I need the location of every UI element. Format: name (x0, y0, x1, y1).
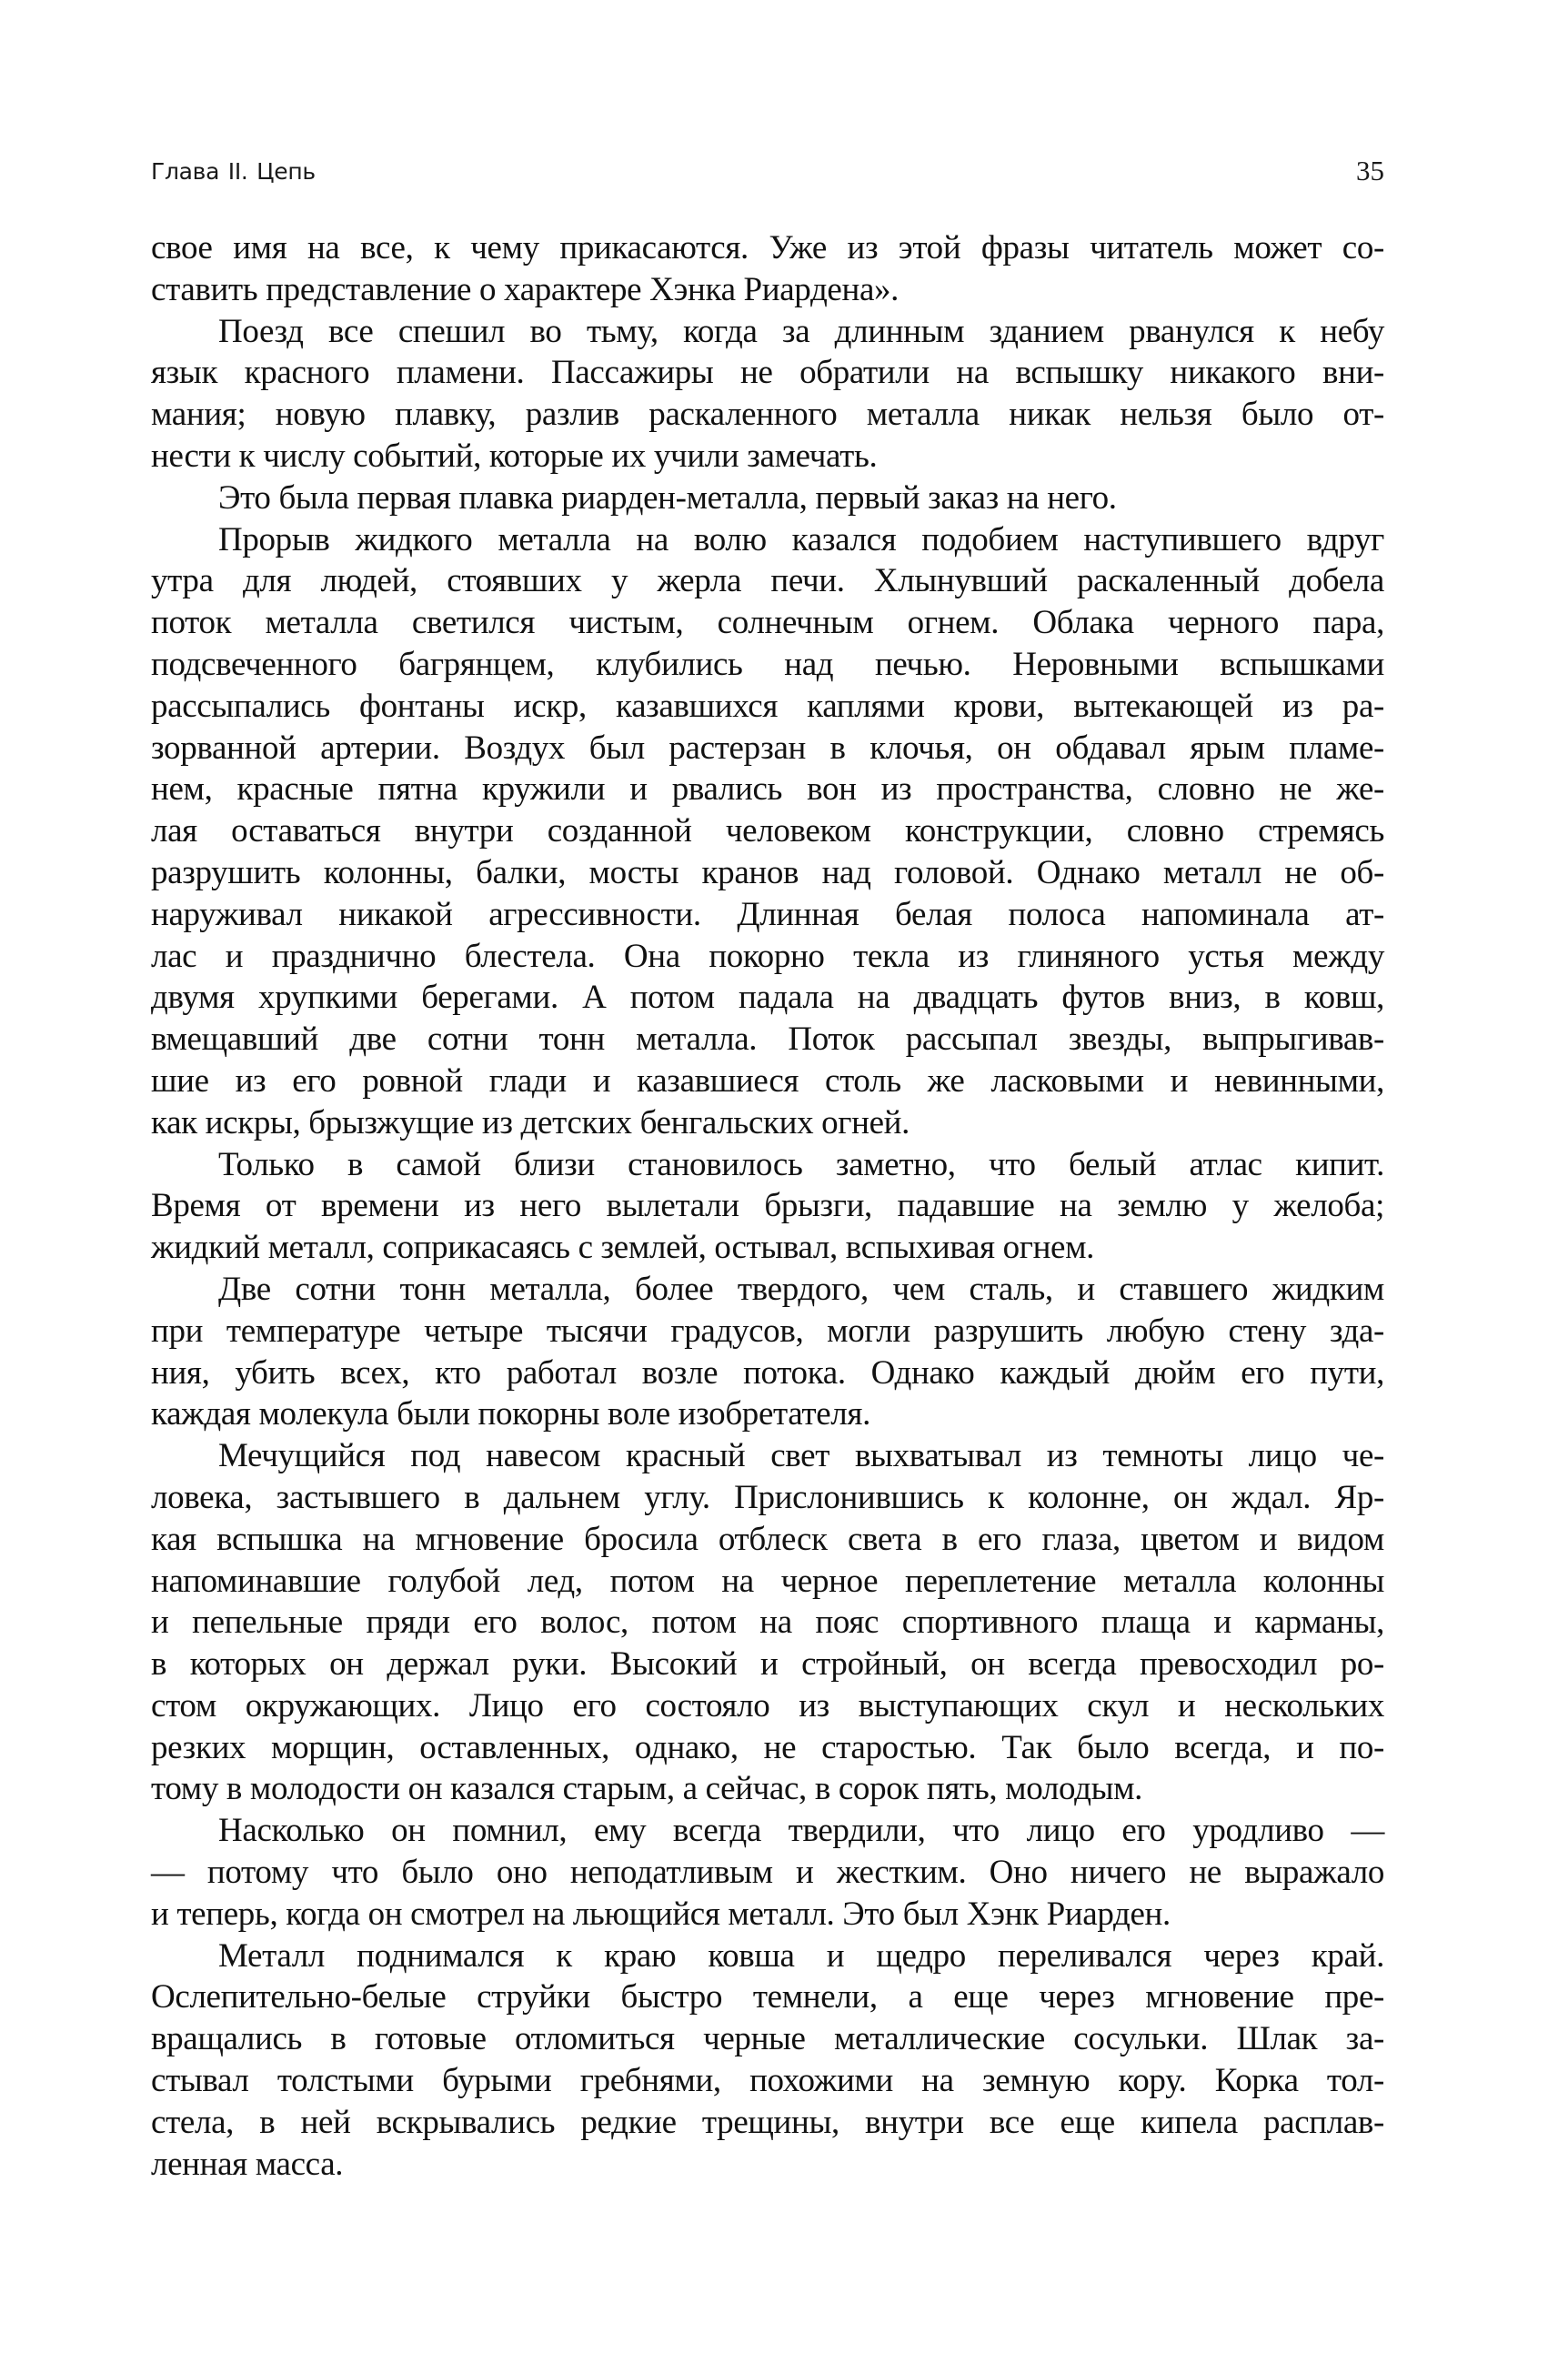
text-line: лас и празднично блестела. Она покорно текла из глиняного устья между (151, 937, 1384, 975)
paragraph (151, 1269, 1384, 1435)
paragraph (151, 519, 1384, 1144)
text-line: нести к числу событий, которые их учили замечать. (151, 437, 878, 475)
text-line: Поезд все спешил во тьму, когда за длинным зданием рванулся к небу (218, 312, 1384, 350)
text-line: двумя хрупкими берегами. А потом падала на двадцать футов вниз, в ковш, (151, 979, 1384, 1017)
paragraph (151, 227, 1384, 311)
text-line: Две сотни тонн металла, более твердого, чем сталь, и ставшего жидким (218, 1270, 1384, 1308)
text-line: Только в самой близи становилось заметно, что белый атлас кипит. (218, 1145, 1384, 1183)
text-line: при температуре четыре тысячи градусов, могли разрушить любую стену зда- (151, 1312, 1384, 1350)
text-line: — потому что было оно неподатливым и жестким. Оно ничего не выражало (151, 1854, 1384, 1892)
text-line: стела, в ней вскрывались редкие трещины, внутри все еще кипела расплав- (151, 2103, 1384, 2141)
text-line: напоминавшие голубой лед, потом на черное переплетение металла колонны (151, 1562, 1384, 1600)
text-line: и теперь, когда он смотрел на льющийся металл. Это был Хэнк Риарден. (151, 1895, 1171, 1933)
text-line: стом окружающих. Лицо его состояло из выступающих скул и нескольких (151, 1686, 1384, 1724)
text-line: вмещавший две сотни тонн металла. Поток рассыпал звезды, выпрыгивав- (151, 1021, 1384, 1059)
text-line: Прорыв жидкого металла на волю казался подобием наступившего вдруг (218, 520, 1384, 558)
text-line: вращались в готовые отломиться черные металлические сосульки. Шлак за- (151, 2020, 1384, 2058)
paragraph (151, 1435, 1384, 1810)
text-line: нем, красные пятна кружили и рвались вон из пространства, словно не же- (151, 770, 1384, 809)
text-line: свое имя на все, к чему прикасаются. Уже из этой фразы читатель может со- (151, 229, 1384, 266)
paragraph (151, 1936, 1384, 2186)
text-line: утра для людей, стоявших у жерла печи. Хлынувший раскаленный добела (151, 562, 1384, 600)
text-line: поток металла светился чистым, солнечным огнем. Облака черного пара, (151, 604, 1384, 642)
paragraph (151, 1144, 1384, 1269)
text-line: ленная масса. (151, 2145, 344, 2183)
text-line: каждая молекула были покорны воле изобретателя. (151, 1395, 870, 1433)
paragraph (151, 311, 1384, 478)
page-number: 35 (1356, 155, 1384, 186)
text-line: Мечущийся под навесом красный свет выхватывал из темноты лицо че- (218, 1437, 1384, 1475)
text-line: Насколько он помнил, ему всегда твердили, что лицо его уродливо — (218, 1812, 1384, 1850)
text-line: Это была первая плавка риарден-металла, первый заказ на него. (218, 478, 1117, 517)
text-line: шие из его ровной глади и казавшиеся столь же ласковыми и невинными, (151, 1061, 1384, 1100)
text-line: лая оставаться внутри созданной человеком конструкции, словно стремясь (151, 812, 1384, 850)
text-line: ставить представление о характере Хэнка Риардена». (151, 270, 900, 308)
text-line: резких морщин, оставленных, однако, не старостью. Так было всегда, и по- (151, 1728, 1384, 1766)
text-line: разрушить колонны, балки, мосты кранов над головой. Однако металл не об- (151, 853, 1384, 891)
paragraph (151, 1810, 1384, 1935)
text-line: подсвеченного багрянцем, клубились над печью. Неровными вспышками (151, 645, 1384, 683)
running-head: Глава II. Цепь (151, 158, 316, 185)
text-line: кая вспышка на мгновение бросила отблеск света в его глаза, цветом и видом (151, 1520, 1384, 1558)
text-line: жидкий металл, соприкасаясь с землей, остывал, вспыхивая огнем. (151, 1229, 1095, 1267)
paragraph (151, 478, 1384, 519)
text-line: стывал толстыми бурыми гребнями, похожими на земную кору. Корка тол- (151, 2062, 1384, 2100)
text-line: наруживал никакой агрессивности. Длинная белая полоса напоминала ат- (151, 895, 1384, 933)
text-line: тому в молодости он казался старым, а сейчас, в сорок пять, молодым. (151, 1770, 1143, 1808)
text-line: ловека, застывшего в дальнем углу. Прислонившись к колонне, он ждал. Яр- (151, 1478, 1384, 1516)
text-line: зорванной артерии. Воздух был растерзан в клочья, он обдавал ярым пламе- (151, 729, 1384, 767)
text-line: Металл поднимался к краю ковша и щедро переливался через край. (218, 1936, 1384, 1975)
text-line: Ослепительно-белые струйки быстро темнели, а еще через мгновение пре- (151, 1978, 1384, 2016)
text-line: язык красного пламени. Пассажиры не обратили на вспышку никакого вни- (151, 354, 1384, 392)
text-line: рассыпались фонтаны искр, казавшихся каплями крови, вытекающей из ра- (151, 687, 1384, 725)
body-text (151, 227, 1384, 2185)
text-line: ния, убить всех, кто работал возле потока. Однако каждый дюйм его пути, (151, 1353, 1384, 1392)
text-line: мания; новую плавку, разлив раскаленного металла никак нельзя было от- (151, 396, 1384, 434)
text-line: в которых он держал руки. Высокий и стройный, он всегда превосходил ро- (151, 1645, 1384, 1684)
text-line: как искры, брызжущие из детских бенгальских огней. (151, 1103, 910, 1141)
text-line: Время от времени из него вылетали брызги, падавшие на землю у желоба; (151, 1187, 1384, 1225)
text-line: и пепельные пряди его волос, потом на пояс спортивного плаща и карманы, (151, 1604, 1384, 1642)
